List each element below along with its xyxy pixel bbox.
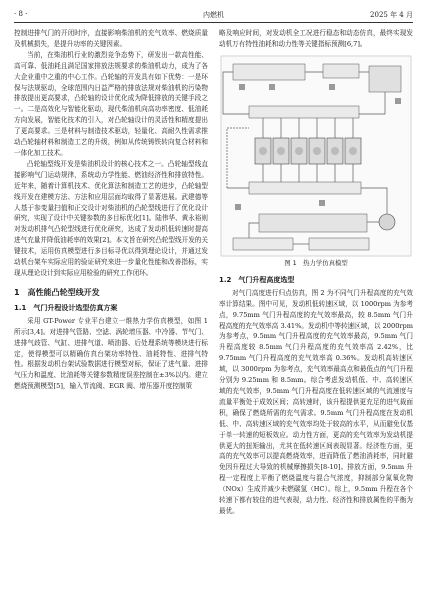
page-header bbox=[14, 8, 413, 22]
subsection-heading: 1.1 气门升程设计选型仿真方案 bbox=[14, 303, 118, 312]
paragraph: 凸轮轴型线开发是柴油机设计的核心技术之一。凸轮轴型线直接影响气门运动规律，系统动力学性能、燃油经济性和排放特性。近年来，随着计算机技术、优化算法和制造工艺的进步，凸轮轴型线开发在建模方法、方法和应用层面均取得了显著进展。武建德等人基于参变量扫值和正交设计对柴油机的凸轮型线进行了优化设计研究，实现了设计中关键参数的多目标优化[1]。陆伟华、黄永裕则对发动机排气凸轮型线进行优化研究，达成了发动机低转速时提高进气充量并降低油耗率的效果[2]。本文旨在研究凸轮型线开发的关键技术，运用仿真模型进行多目标寻优以得到理论设计，并通过发动机台架车实际应用的验证研究来进一步量化性能和改善指标，实现从理论设计到实际应用检验的研究工作闭环。 bbox=[14, 159, 208, 277]
paragraph: 对气门高度进行归点仿真，图 2 为不同气门升程高度的充气效率计算结果。图中可见，发动机低转速区域，以 1000rpm 为参考点，9.75mm 气门升程高度的充气效率最高，较 8.5mm 气门升程高度的充气效率高 3.41%。发动机中等转速区域，以 2000rpm 为参考点，9.5mm 气门升程高度的充气效率最高，9.5mm 气门升程高度较 8.5mm 气门升程高度的充气效率高 2.42%，比 9.75mm 气门升程高度的充气效率高 0.36%。发动机高转速区域，以 3000rpm 为参考点，充气效率最高点和最低点的气门升程分别为 9.25mm 和 8.5mm。综合考虑发动机低、中、高转速区域的充气效率，9.5mm 气门升程高度在低转速区域的气流速度与流量平衡处于成效区间；高转速时，该升程提供更充足的进气裁面积，确保了燃烧所需的充气需求。9.5mm 气门升程高度在发动机低、中、高转速区域的充气效率均处于较高的水平，从而避免仅基于单一转速的短板效应。动力性方面，更高的充气效率为发动机提供更大的扭矩输出，尤其在低转速区间表现显著。经济性方面，更高的充气效率可以提高燃烧效率，进而降低了燃油消耗率，同时避免因升程过大导致的机械摩擦损失[8-10]。排放方面，9.5mm 升程一定程度上平衡了燃烧温度与混合气浓度，抑制部分氮氧化物（NOx）生成并减少未燃碳氢（HC）。综上，9.5mm 升程在各个转速下都有较佳的进气表现，动力性、经济性和排放属性的平衡为最优。 bbox=[219, 288, 414, 515]
paragraph: 当前，在柴油机行业的激烈竞争态势下，研发出一款高性能、高可靠、低油耗且满足国家排放法规要求的柴油机动力，成为了各大企业重中之重的中心工作。凸轮轴的开发具有如下优势：一是环保与法规驱动，全球范围内日益严格的排放法规对柴油机的污染物排放提出更高要求，凸轮轴的设计优化成为降低排放的关键手段之一。二是高效化与智能化驱动，现代柴油机向高功率密度、低油耗方向发展，智能化技术的引入，对凸轮轴设计的灵活性和精度提出了更高要求。三是材料与制造技术驱动，轻量化、高耐久性需求推动凸轮轴材料和制造工艺的升级，例如从传统铸铁转向复合材料和一体化加工技术。 bbox=[14, 50, 208, 157]
subsection-heading: 1.2 气门升程高度选型 bbox=[219, 275, 295, 284]
gt-power-model-diagram bbox=[219, 54, 413, 258]
issue-date: 2025 年 4 月 bbox=[370, 11, 413, 19]
header-rule bbox=[14, 22, 413, 23]
journal-name: 内燃机 bbox=[203, 11, 224, 19]
section-heading: 1 高性能凸轮型线开发 bbox=[14, 287, 100, 297]
paragraph: 控制进排气门的开闭时序，直接影响柴油机的充气效率、燃烧质量及机械损失，是提升功率的关键因素。 bbox=[14, 29, 208, 48]
paragraph: 略及响应时间，对发动机全工况进行稳态和动态仿真，最终实现发动机万有特性油耗和动力性等关键指标预测[6,7]。 bbox=[219, 29, 413, 48]
left-column bbox=[14, 28, 208, 392]
figure-thermodynamic-model bbox=[219, 54, 413, 270]
page-number: · 8 · bbox=[14, 10, 28, 18]
paragraph: 采用 GT-Power 专业平台建立一维热力学仿真模型，如图 1 所示[3,4]。对进排气管路、空滤、涡轮增压器、中冷器、节气门、进排气歧管、气缸、进排气道、喷油器、后处理系统等模块进行标定，使得模型可以精确仿真台架功率特性、油耗特性、进排气特性。根据发动机台架试验数据进行模型对标，保证了进气量、进排气压力和温度、比油耗等关键参数精度误差控制在±3%以内。建立燃烧预测模型[5]，输入节流阀、EGR 阀、增压器开度控制策 bbox=[14, 316, 209, 391]
figure-caption: 图 1 热力学仿真模型 bbox=[284, 258, 348, 267]
right-column bbox=[219, 28, 413, 517]
